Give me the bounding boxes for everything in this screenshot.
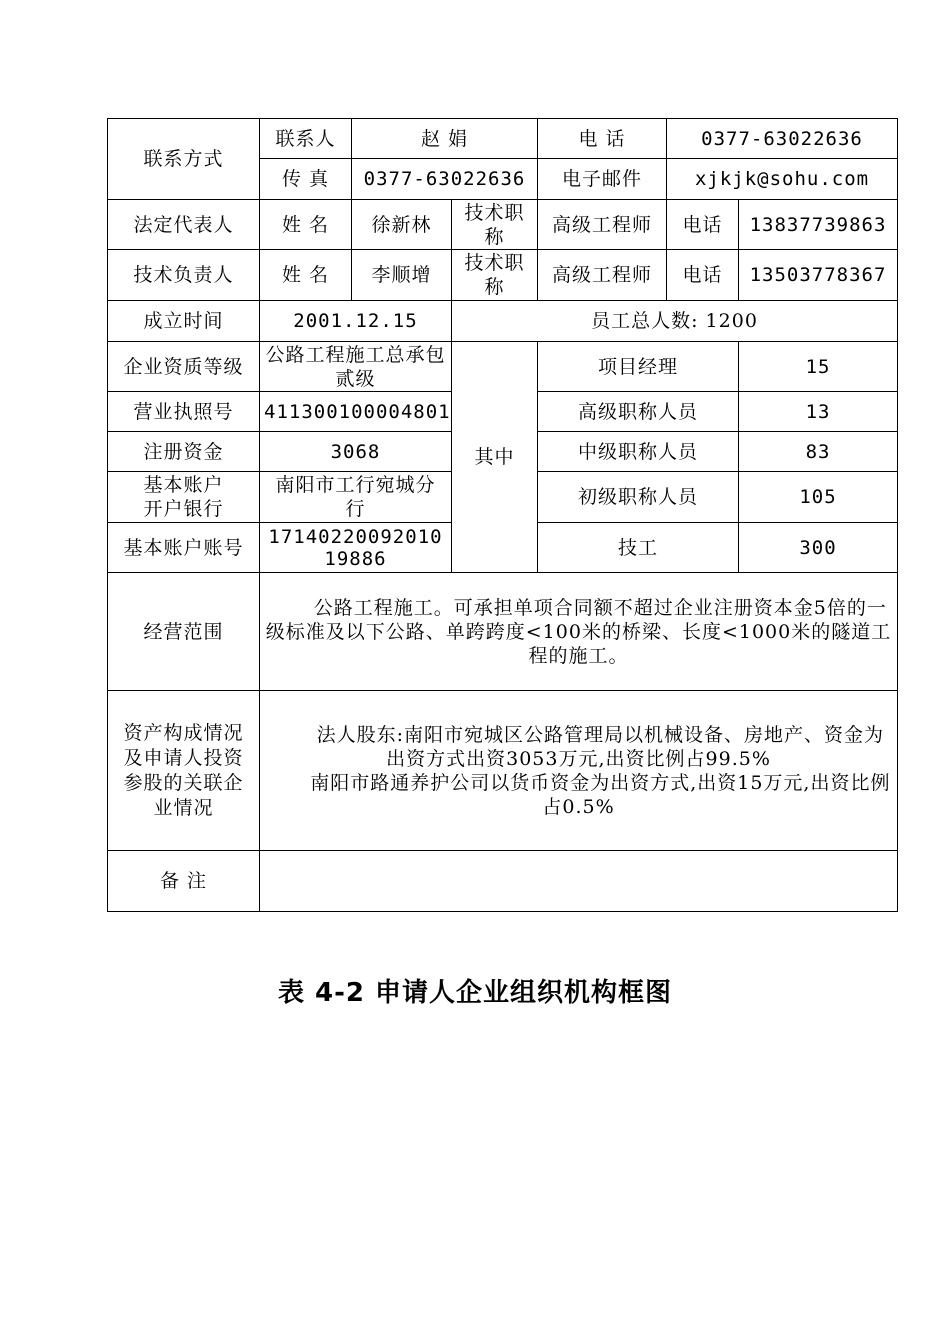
tech-lead-phone: 13503778367 — [739, 250, 898, 301]
assets-text-cell — [260, 691, 898, 851]
legal-rep-row — [108, 200, 898, 250]
legal-rep-name-label: 姓 名 — [260, 200, 352, 250]
assets-paragraph-1: 法人股东:南阳市宛城区公路管理局以机械设备、房地产、资金为出资方式出资3053万元,出资比例占99.5% — [316, 723, 885, 770]
legal-rep-label: 法定代表人 — [108, 200, 260, 250]
assets-paragraph-2: 南阳市路通养护公司以货币资金为出资方式,出资15万元,出资比例占0.5% — [310, 771, 891, 818]
tech-lead-title: 高级工程师 — [538, 250, 667, 301]
assets-label: 资产构成情况及申请人投资参股的关联企业情况 — [108, 691, 260, 851]
license-value: 411300100004801 — [260, 392, 452, 432]
scope-row — [108, 573, 898, 691]
tech-lead-label: 技术负责人 — [108, 250, 260, 301]
legal-rep-phone-label: 电话 — [667, 200, 739, 250]
phone-value: 0377-63022636 — [667, 119, 898, 159]
qualification-value: 公路工程施工总承包贰级 — [260, 342, 452, 392]
legal-rep-name: 徐新林 — [352, 200, 452, 250]
bank-label: 基本账户开户银行 — [108, 472, 260, 523]
staff-row-value: 105 — [739, 472, 898, 523]
remarks-row — [108, 851, 898, 912]
staff-row-label: 项目经理 — [538, 342, 739, 392]
tech-lead-name-label: 姓 名 — [260, 250, 352, 301]
email-value: xjkjk@sohu.com — [667, 159, 898, 200]
bank-value: 南阳市工行宛城分行 — [260, 472, 452, 523]
tech-lead-name: 李顺增 — [352, 250, 452, 301]
license-label: 营业执照号 — [108, 392, 260, 432]
established-value: 2001.12.15 — [260, 301, 452, 342]
staff-total: 员工总人数: 1200 — [452, 301, 898, 342]
tech-lead-row — [108, 250, 898, 301]
account-value: 1714022009201019886 — [260, 523, 452, 573]
capital-label: 注册资金 — [108, 432, 260, 472]
staff-row-value: 300 — [739, 523, 898, 573]
remarks-label: 备 注 — [108, 851, 260, 912]
table-caption: 表 4-2 申请人企业组织机构框图 — [277, 978, 673, 1008]
scope-text-cell — [260, 573, 898, 691]
legal-rep-phone: 13837739863 — [739, 200, 898, 250]
account-label: 基本账户账号 — [108, 523, 260, 573]
staff-row-label: 高级职称人员 — [538, 392, 739, 432]
established-row — [108, 301, 898, 342]
capital-value: 3068 — [260, 432, 452, 472]
tech-lead-phone-label: 电话 — [667, 250, 739, 301]
company-info-table — [107, 118, 898, 912]
staff-row-label: 中级职称人员 — [538, 432, 739, 472]
assets-row — [108, 691, 898, 851]
contact-person-value: 赵 娟 — [352, 119, 538, 159]
qualification-row — [108, 342, 898, 392]
scope-label: 经营范围 — [108, 573, 260, 691]
staff-row-label: 初级职称人员 — [538, 472, 739, 523]
scope-text: 公路工程施工。可承担单项合同额不超过企业注册资本金5倍的一级标准及以下公路、单跨跨度<100米的桥梁、长度<1000米的隧道工程的施工。 — [265, 596, 892, 667]
tech-lead-title-label: 技术职称 — [452, 250, 538, 301]
email-label: 电子邮件 — [538, 159, 667, 200]
legal-rep-title: 高级工程师 — [538, 200, 667, 250]
staff-row-value: 15 — [739, 342, 898, 392]
staff-row-value: 83 — [739, 432, 898, 472]
contact-person-label: 联系人 — [260, 119, 352, 159]
fax-label: 传 真 — [260, 159, 352, 200]
staff-row-value: 13 — [739, 392, 898, 432]
staff-group-label: 其中 — [452, 342, 538, 573]
contact-row-1 — [108, 119, 898, 159]
phone-label: 电 话 — [538, 119, 667, 159]
qualification-label: 企业资质等级 — [108, 342, 260, 392]
contact-section-label: 联系方式 — [108, 119, 260, 200]
established-label: 成立时间 — [108, 301, 260, 342]
remarks-value — [260, 851, 898, 912]
legal-rep-title-label: 技术职称 — [452, 200, 538, 250]
staff-row-label: 技工 — [538, 523, 739, 573]
fax-value: 0377-63022636 — [352, 159, 538, 200]
